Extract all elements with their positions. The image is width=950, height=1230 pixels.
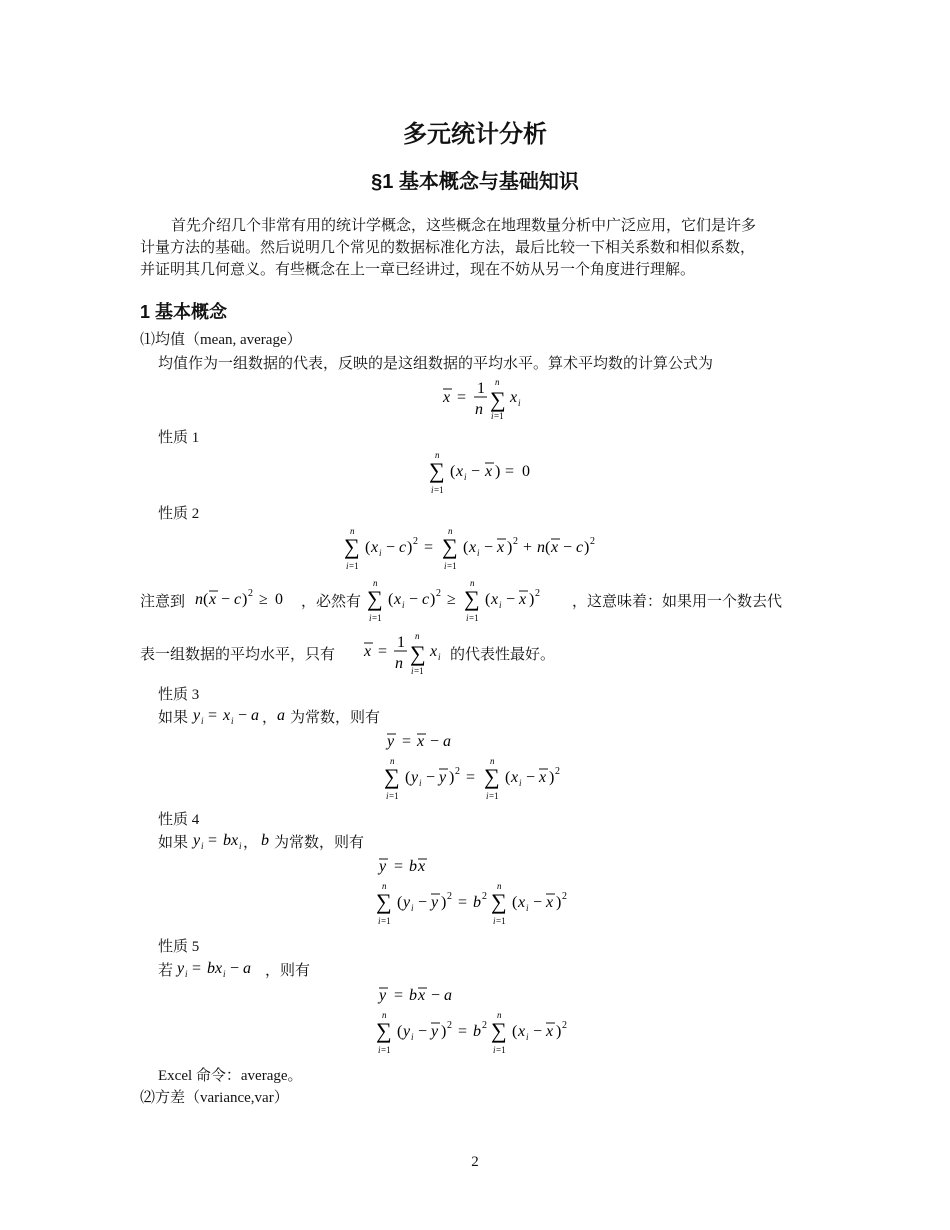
svg-text:2: 2 [482, 891, 487, 902]
svg-text:i: i [369, 613, 372, 623]
note-text-a: 注意到 [140, 594, 186, 610]
svg-text:0: 0 [275, 591, 283, 608]
intro-line-3: 并证明其几何意义。有些概念在上一章已经讲过，现在不妨从另一个角度进行理解。 [140, 262, 696, 278]
svg-text:=: = [458, 1023, 468, 1040]
formula-property-4-var [374, 879, 604, 931]
svg-text:x: x [394, 591, 402, 608]
formula-note-1 [193, 584, 303, 610]
svg-text:0: 0 [522, 463, 530, 480]
svg-text:y: y [403, 894, 411, 911]
svg-text:n: n [395, 655, 403, 672]
svg-text:): ) [507, 539, 513, 556]
svg-text:y: y [193, 832, 201, 849]
note-text-b: ，必然有 [301, 594, 362, 610]
svg-text:i: i [411, 666, 414, 676]
svg-text:=1: =1 [381, 916, 391, 926]
svg-text:2: 2 [535, 588, 540, 599]
svg-text:=1: =1 [469, 613, 479, 623]
svg-text:n: n [382, 1010, 387, 1020]
svg-text:i: i [411, 1032, 414, 1042]
svg-text:): ) [556, 894, 562, 911]
svg-text:=: = [208, 707, 218, 724]
svg-text:−: − [238, 707, 248, 724]
svg-text:b: b [473, 894, 481, 911]
svg-text:−: − [409, 591, 419, 608]
svg-text:n: n [435, 450, 440, 460]
svg-text:−: − [221, 591, 231, 608]
svg-text:(: ( [450, 463, 456, 480]
svg-text:=1: =1 [372, 613, 382, 623]
formula-property-5-def [175, 955, 275, 979]
svg-text:=1: =1 [434, 485, 444, 495]
property-2-label: 性质 2 [158, 506, 200, 522]
svg-text:n: n [497, 1010, 502, 1020]
svg-text:y: y [193, 707, 201, 724]
svg-text:y: y [411, 769, 419, 786]
svg-text:i: i [438, 652, 441, 662]
svg-text:x: x [417, 733, 425, 750]
property-4-sep: ， [243, 835, 259, 851]
svg-text:x: x [456, 463, 464, 480]
svg-text:n: n [537, 539, 545, 556]
svg-text:(: ( [545, 539, 551, 556]
svg-text:i: i [411, 903, 414, 913]
svg-text:i: i [239, 841, 242, 851]
svg-text:2: 2 [447, 1020, 452, 1031]
formula-property-1 [425, 448, 555, 498]
svg-text:): ) [584, 539, 590, 556]
svg-text:x: x [418, 987, 426, 1004]
svg-text:∑: ∑ [367, 586, 383, 611]
note-text-c: ，这意味着：如果用一个数去代 [572, 594, 783, 610]
svg-text:=: = [402, 733, 412, 750]
svg-text:i: i [231, 716, 234, 726]
svg-text:bx: bx [223, 832, 239, 849]
formula-property-2 [340, 524, 640, 576]
svg-text:x: x [519, 591, 527, 608]
note-text-e: 的代表性最好。 [450, 647, 556, 663]
svg-text:=: = [424, 539, 434, 556]
svg-text:−: − [386, 539, 396, 556]
svg-text:−: − [484, 539, 494, 556]
svg-text:∑: ∑ [490, 387, 506, 412]
formula-property-3-a [275, 702, 289, 726]
svg-text:=: = [394, 858, 404, 875]
svg-text:(: ( [388, 591, 394, 608]
svg-text:): ) [449, 769, 455, 786]
svg-text:c: c [234, 591, 242, 608]
formula-property-5-var [374, 1008, 604, 1060]
property-4-const: 为常数，则有 [274, 835, 365, 851]
svg-text:−: − [418, 1023, 428, 1040]
svg-text:2: 2 [447, 891, 452, 902]
svg-text:i: i [499, 600, 502, 610]
svg-text:n: n [475, 401, 483, 418]
svg-text:2: 2 [562, 1020, 567, 1031]
svg-text:−: − [563, 539, 573, 556]
svg-text:y: y [379, 987, 387, 1004]
svg-text:x: x [518, 894, 526, 911]
svg-text:≥: ≥ [259, 591, 268, 608]
svg-text:x: x [371, 539, 379, 556]
svg-text:∑: ∑ [442, 534, 458, 559]
item-heading-mean: ⑴均值（mean, average） [140, 332, 302, 348]
svg-text:−: − [230, 960, 240, 977]
page-title: 多元统计分析 [403, 121, 547, 148]
svg-text:x: x [518, 1023, 526, 1040]
formula-note-mean [360, 627, 450, 679]
svg-text:∑: ∑ [491, 889, 507, 914]
svg-text:x: x [430, 643, 438, 660]
svg-text:): ) [549, 769, 555, 786]
svg-text:+: + [523, 539, 533, 556]
svg-text:a: a [443, 733, 451, 750]
svg-text:(: ( [365, 539, 371, 556]
svg-text:−: − [533, 894, 543, 911]
svg-text:i: i [466, 613, 469, 623]
formula-property-4-mean [376, 853, 446, 877]
svg-text:a: a [444, 987, 452, 1004]
svg-text:x: x [223, 707, 231, 724]
svg-text:i: i [518, 398, 521, 408]
svg-text:i: i [491, 411, 494, 421]
svg-text:x: x [546, 894, 554, 911]
svg-text:=1: =1 [494, 411, 504, 421]
svg-text:a: a [251, 707, 259, 724]
svg-text:−: − [471, 463, 481, 480]
svg-text:y: y [431, 1023, 439, 1040]
svg-text:=: = [458, 894, 468, 911]
svg-text:): ) [430, 591, 436, 608]
svg-text:): ) [407, 539, 413, 556]
svg-text:=1: =1 [489, 791, 499, 801]
svg-text:∑: ∑ [376, 889, 392, 914]
svg-text:x: x [418, 858, 426, 875]
svg-text:=: = [457, 389, 467, 406]
svg-text:): ) [441, 894, 447, 911]
svg-text:∑: ∑ [464, 586, 480, 611]
svg-text:i: i [486, 791, 489, 801]
svg-text:): ) [529, 591, 535, 608]
svg-text:b: b [409, 987, 417, 1004]
svg-text:x: x [551, 539, 559, 556]
item-heading-variance: ⑵方差（variance,var） [140, 1090, 289, 1106]
svg-text:−: − [430, 733, 440, 750]
svg-text:n: n [350, 526, 355, 536]
svg-text:2: 2 [455, 766, 460, 777]
svg-text:(: ( [203, 591, 209, 608]
intro-line-2: 计量方法的基础。然后说明几个常见的数据标准化方法，最后比较一下相关系数和相似系数， [140, 240, 756, 256]
svg-text:): ) [441, 1023, 447, 1040]
svg-text:i: i [464, 472, 467, 482]
formula-note-inequality [365, 576, 580, 626]
svg-text:y: y [379, 858, 387, 875]
svg-text:n: n [470, 578, 475, 588]
svg-text:2: 2 [513, 536, 518, 547]
svg-text:i: i [419, 778, 422, 788]
svg-text:): ) [495, 463, 501, 480]
svg-text:b: b [261, 832, 269, 849]
svg-text:bx: bx [207, 960, 223, 977]
svg-text:n: n [415, 631, 420, 641]
formula-property-3-var [382, 754, 592, 806]
svg-text:2: 2 [436, 588, 441, 599]
svg-text:∑: ∑ [491, 1018, 507, 1043]
svg-text:2: 2 [248, 588, 253, 599]
svg-text:−: − [426, 769, 436, 786]
property-4-if: 如果 [158, 835, 189, 851]
svg-text:i: i [201, 716, 204, 726]
svg-text:x: x [497, 539, 505, 556]
svg-text:=1: =1 [381, 1045, 391, 1055]
svg-text:c: c [422, 591, 430, 608]
svg-text:∑: ∑ [344, 534, 360, 559]
svg-text:n: n [495, 377, 500, 387]
svg-text:i: i [378, 916, 381, 926]
svg-text:=1: =1 [414, 666, 424, 676]
property-5-if: 若 [158, 963, 174, 979]
svg-text:2: 2 [562, 891, 567, 902]
svg-text:i: i [379, 548, 382, 558]
svg-text:=: = [505, 463, 515, 480]
svg-text:i: i [378, 1045, 381, 1055]
svg-text:2: 2 [413, 536, 418, 547]
svg-text:x: x [510, 389, 518, 406]
svg-text:−: − [431, 987, 441, 1004]
svg-text:∑: ∑ [384, 764, 400, 789]
svg-text:x: x [546, 1023, 554, 1040]
svg-text:i: i [386, 791, 389, 801]
svg-text:=1: =1 [496, 1045, 506, 1055]
svg-text:(: ( [397, 1023, 403, 1040]
svg-text:(: ( [397, 894, 403, 911]
svg-text:≥: ≥ [447, 591, 456, 608]
property-3-const: 为常数，则有 [290, 710, 381, 726]
property-3-if: 如果 [158, 710, 189, 726]
svg-text:∑: ∑ [376, 1018, 392, 1043]
svg-text:): ) [556, 1023, 562, 1040]
svg-text:−: − [526, 769, 536, 786]
svg-text:∑: ∑ [429, 458, 445, 483]
svg-text:−: − [418, 894, 428, 911]
svg-text:i: i [201, 841, 204, 851]
svg-text:i: i [493, 1045, 496, 1055]
svg-text:(: ( [505, 769, 511, 786]
svg-text:i: i [519, 778, 522, 788]
svg-text:∑: ∑ [484, 764, 500, 789]
svg-text:x: x [511, 769, 519, 786]
svg-text:y: y [403, 1023, 411, 1040]
svg-text:i: i [402, 600, 405, 610]
svg-text:n: n [490, 756, 495, 766]
svg-text:=: = [208, 832, 218, 849]
svg-text:=: = [378, 643, 388, 660]
svg-text:i: i [346, 561, 349, 571]
svg-text:n: n [373, 578, 378, 588]
formula-mean [430, 372, 550, 424]
svg-text:x: x [364, 643, 372, 660]
svg-text:n: n [382, 881, 387, 891]
svg-text:2: 2 [590, 536, 595, 547]
svg-text:i: i [223, 969, 226, 979]
svg-text:i: i [444, 561, 447, 571]
svg-text:x: x [469, 539, 477, 556]
property-5-then: ，则有 [265, 963, 311, 979]
property-4-label: 性质 4 [158, 812, 200, 828]
svg-text:x: x [539, 769, 547, 786]
property-3-label: 性质 3 [158, 687, 200, 703]
svg-text:a: a [243, 960, 251, 977]
svg-text:y: y [387, 733, 395, 750]
svg-text:=: = [192, 960, 202, 977]
section-heading: 1 基本概念 [140, 302, 228, 322]
svg-text:n: n [448, 526, 453, 536]
svg-text:y: y [439, 769, 447, 786]
svg-text:i: i [526, 1032, 529, 1042]
mean-description: 均值作为一组数据的代表，反映的是这组数据的平均水平。算术平均数的计算公式为 [158, 356, 714, 372]
svg-text:b: b [473, 1023, 481, 1040]
property-1-label: 性质 1 [158, 430, 200, 446]
svg-text:i: i [526, 903, 529, 913]
svg-text:n: n [195, 591, 203, 608]
svg-text:i: i [431, 485, 434, 495]
svg-text:y: y [431, 894, 439, 911]
svg-text:i: i [493, 916, 496, 926]
svg-text:=: = [466, 769, 476, 786]
svg-text:−: − [533, 1023, 543, 1040]
svg-text:i: i [477, 548, 480, 558]
svg-text:n: n [497, 881, 502, 891]
svg-text:): ) [242, 591, 248, 608]
page-number: 2 [471, 1154, 479, 1170]
svg-text:1: 1 [477, 380, 485, 397]
svg-text:x: x [491, 591, 499, 608]
svg-text:−: − [506, 591, 516, 608]
svg-text:2: 2 [482, 1020, 487, 1031]
svg-text:c: c [399, 539, 407, 556]
svg-text:n: n [390, 756, 395, 766]
svg-text:x: x [443, 389, 451, 406]
svg-text:(: ( [512, 894, 518, 911]
property-5-label: 性质 5 [158, 939, 200, 955]
formula-property-3-mean [384, 728, 474, 752]
note-text-d: 表一组数据的平均水平，只有 [140, 647, 336, 663]
intro-line-1: 首先介绍几个非常有用的统计学概念，这些概念在地理数量分析中广泛应用，它们是许多 [171, 218, 757, 234]
svg-text:x: x [485, 463, 493, 480]
svg-text:a: a [277, 707, 285, 724]
svg-text:=1: =1 [496, 916, 506, 926]
svg-text:=1: =1 [349, 561, 359, 571]
svg-text:(: ( [405, 769, 411, 786]
svg-text:(: ( [463, 539, 469, 556]
svg-text:∑: ∑ [410, 641, 426, 666]
svg-text:i: i [185, 969, 188, 979]
property-3-sep: ， [262, 710, 278, 726]
svg-text:x: x [209, 591, 217, 608]
svg-text:y: y [177, 960, 185, 977]
svg-text:=: = [394, 987, 404, 1004]
formula-property-5-mean [376, 982, 476, 1006]
section-title: §1 基本概念与基础知识 [371, 171, 579, 193]
excel-command: Excel 命令：average。 [158, 1068, 303, 1084]
svg-text:2: 2 [555, 766, 560, 777]
svg-text:(: ( [512, 1023, 518, 1040]
svg-text:c: c [576, 539, 584, 556]
svg-text:1: 1 [397, 634, 405, 651]
svg-text:(: ( [485, 591, 491, 608]
formula-property-4-b [259, 827, 273, 851]
svg-text:b: b [409, 858, 417, 875]
svg-text:=1: =1 [389, 791, 399, 801]
svg-text:=1: =1 [447, 561, 457, 571]
